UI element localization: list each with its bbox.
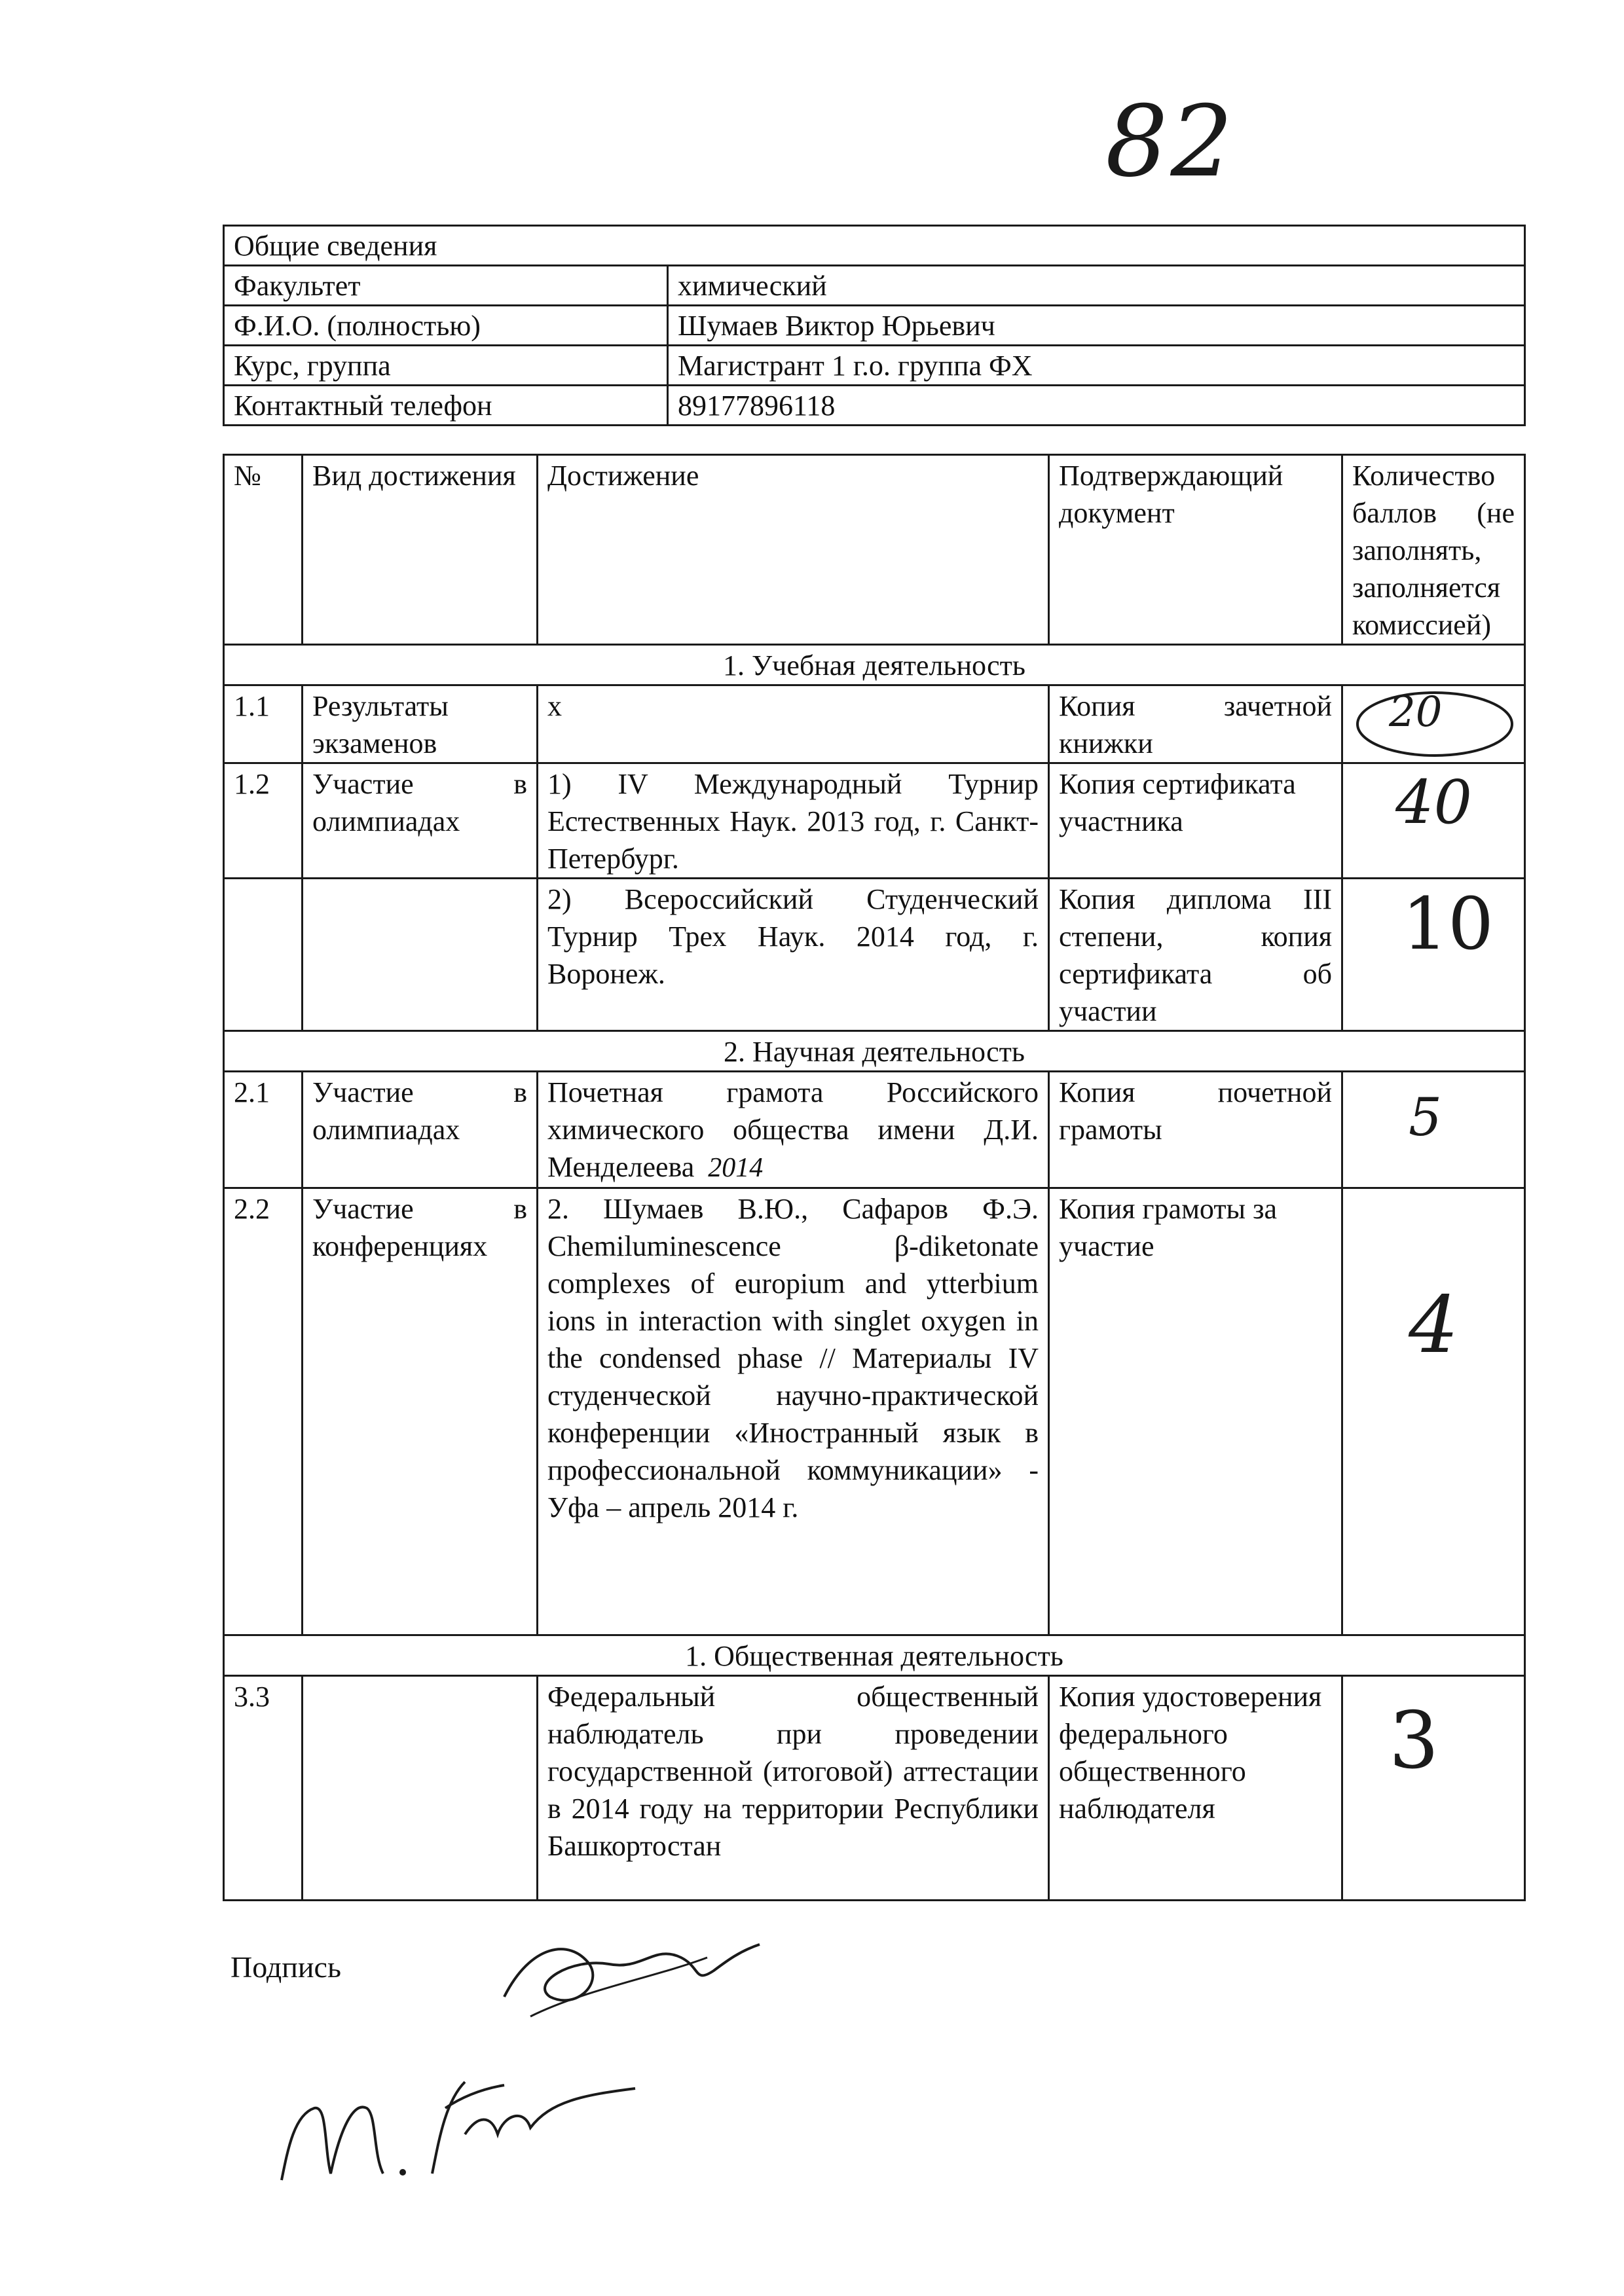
section-row <box>224 645 1525 685</box>
row-kind <box>303 1676 538 1901</box>
row-kind: Результаты экзаменов <box>303 685 538 763</box>
row-num: 1.1 <box>224 685 303 763</box>
row-kind: Участие в олимпиадах <box>303 763 538 879</box>
row-document: Копия зачетной книжки <box>1049 685 1342 763</box>
row-score-cell <box>1342 879 1525 1031</box>
row-document: Копия сертификата участника <box>1049 763 1342 879</box>
row-score: 5 <box>1409 1087 1442 1148</box>
header-document: Подтверждающий документ <box>1049 455 1342 645</box>
table-row <box>224 685 1525 763</box>
table-row <box>224 346 1525 386</box>
row-achievement: Федеральный общественный наблюдатель при проведении государственной (итоговой) аттестации в 2014 году на территории Республики Башкортостан <box>538 1676 1049 1901</box>
phone-label: Контактный телефон <box>224 386 668 426</box>
row-document: Копия грамоты за участие <box>1049 1188 1342 1635</box>
header-num: № <box>224 455 303 645</box>
row-achievement: х <box>538 685 1049 763</box>
table-row <box>224 386 1525 426</box>
header-points: Количество баллов (не заполнять, заполняется комиссией) <box>1342 455 1525 645</box>
general-info-title-row <box>224 226 1525 266</box>
row-achievement-cell <box>538 1072 1049 1188</box>
course-label: Курс, группа <box>224 346 668 386</box>
faculty-label: Факультет <box>224 266 668 306</box>
table-row <box>224 1188 1525 1635</box>
table-row <box>224 1072 1525 1188</box>
section-row <box>224 1031 1525 1072</box>
header-kind: Вид достижения <box>303 455 538 645</box>
row-score: 10 <box>1402 882 1494 966</box>
row-num: 1.2 <box>224 763 303 879</box>
section-title-social: 1. Общественная деятельность <box>224 1635 1525 1676</box>
row-score-cell <box>1342 1072 1525 1188</box>
handwritten-year: 2014 <box>708 1153 764 1183</box>
row-score-cell <box>1342 1188 1525 1635</box>
row-score-cell <box>1342 1676 1525 1901</box>
table-row <box>224 879 1525 1031</box>
row-achievement: 2. Шумаев В.Ю., Сафаров Ф.Э. Chemiluminescence β-diketonate complexes of europium and ytterbium ions in interaction with singlet oxygen in the condensed phase // Материалы IV студенческой научно-практической конференции «Иностранный язык в профессиональной коммуникации» - Уфа – апрель 2014 г. <box>538 1188 1049 1635</box>
second-signature-mark <box>268 2049 661 2206</box>
row-document: Копия диплома III степени, копия сертификата об участии <box>1049 879 1342 1031</box>
section-title-science: 2. Научная деятельность <box>224 1031 1525 1072</box>
row-kind: Участие в олимпиадах <box>303 1072 538 1188</box>
row-num: 3.3 <box>224 1676 303 1901</box>
table-row <box>224 763 1525 879</box>
header-row <box>224 455 1525 645</box>
row-score-cell <box>1342 685 1525 763</box>
row-document: Копия удостоверения федерального общественного наблюдателя <box>1049 1676 1342 1901</box>
achievements-table <box>223 454 1526 1901</box>
row-num: 2.1 <box>224 1072 303 1188</box>
row-score: 20 <box>1389 688 1443 737</box>
row-score-cell <box>1342 763 1525 879</box>
table-row <box>224 306 1525 346</box>
row-kind: Участие в конференциях <box>303 1188 538 1635</box>
table-row <box>224 1676 1525 1901</box>
page-number: 82 <box>1105 85 1236 199</box>
signature-label: Подпись <box>231 1950 341 1984</box>
row-achievement: Почетная грамота Российского химического общества имени Д.И. Менделеева <box>547 1076 1039 1183</box>
row-document: Копия почетной грамоты <box>1049 1072 1342 1188</box>
row-kind <box>303 879 538 1031</box>
course-value: Магистрант 1 г.о. группа ФХ <box>668 346 1525 386</box>
table-row <box>224 266 1525 306</box>
row-num: 2.2 <box>224 1188 303 1635</box>
section-title-study: 1. Учебная деятельность <box>224 645 1525 685</box>
header-achievement: Достижение <box>538 455 1049 645</box>
row-achievement: 1) IV Международный Турнир Естественных Наук. 2013 год, г. Санкт- Петербург. <box>538 763 1049 879</box>
fullname-value: Шумаев Виктор Юрьевич <box>668 306 1525 346</box>
section-row <box>224 1635 1525 1676</box>
signature-mark <box>491 1918 766 2030</box>
row-score: 40 <box>1395 767 1473 837</box>
phone-value: 89177896118 <box>668 386 1525 426</box>
row-num <box>224 879 303 1031</box>
general-info-title: Общие сведения <box>224 226 1525 266</box>
row-score: 4 <box>1409 1280 1459 1371</box>
row-score: 3 <box>1389 1696 1439 1787</box>
faculty-value: химический <box>668 266 1525 306</box>
general-info-table <box>223 225 1526 426</box>
row-achievement: 2) Всероссийский Студенческий Турнир Трех Наук. 2014 год, г. Воронеж. <box>538 879 1049 1031</box>
fullname-label: Ф.И.О. (полностью) <box>224 306 668 346</box>
